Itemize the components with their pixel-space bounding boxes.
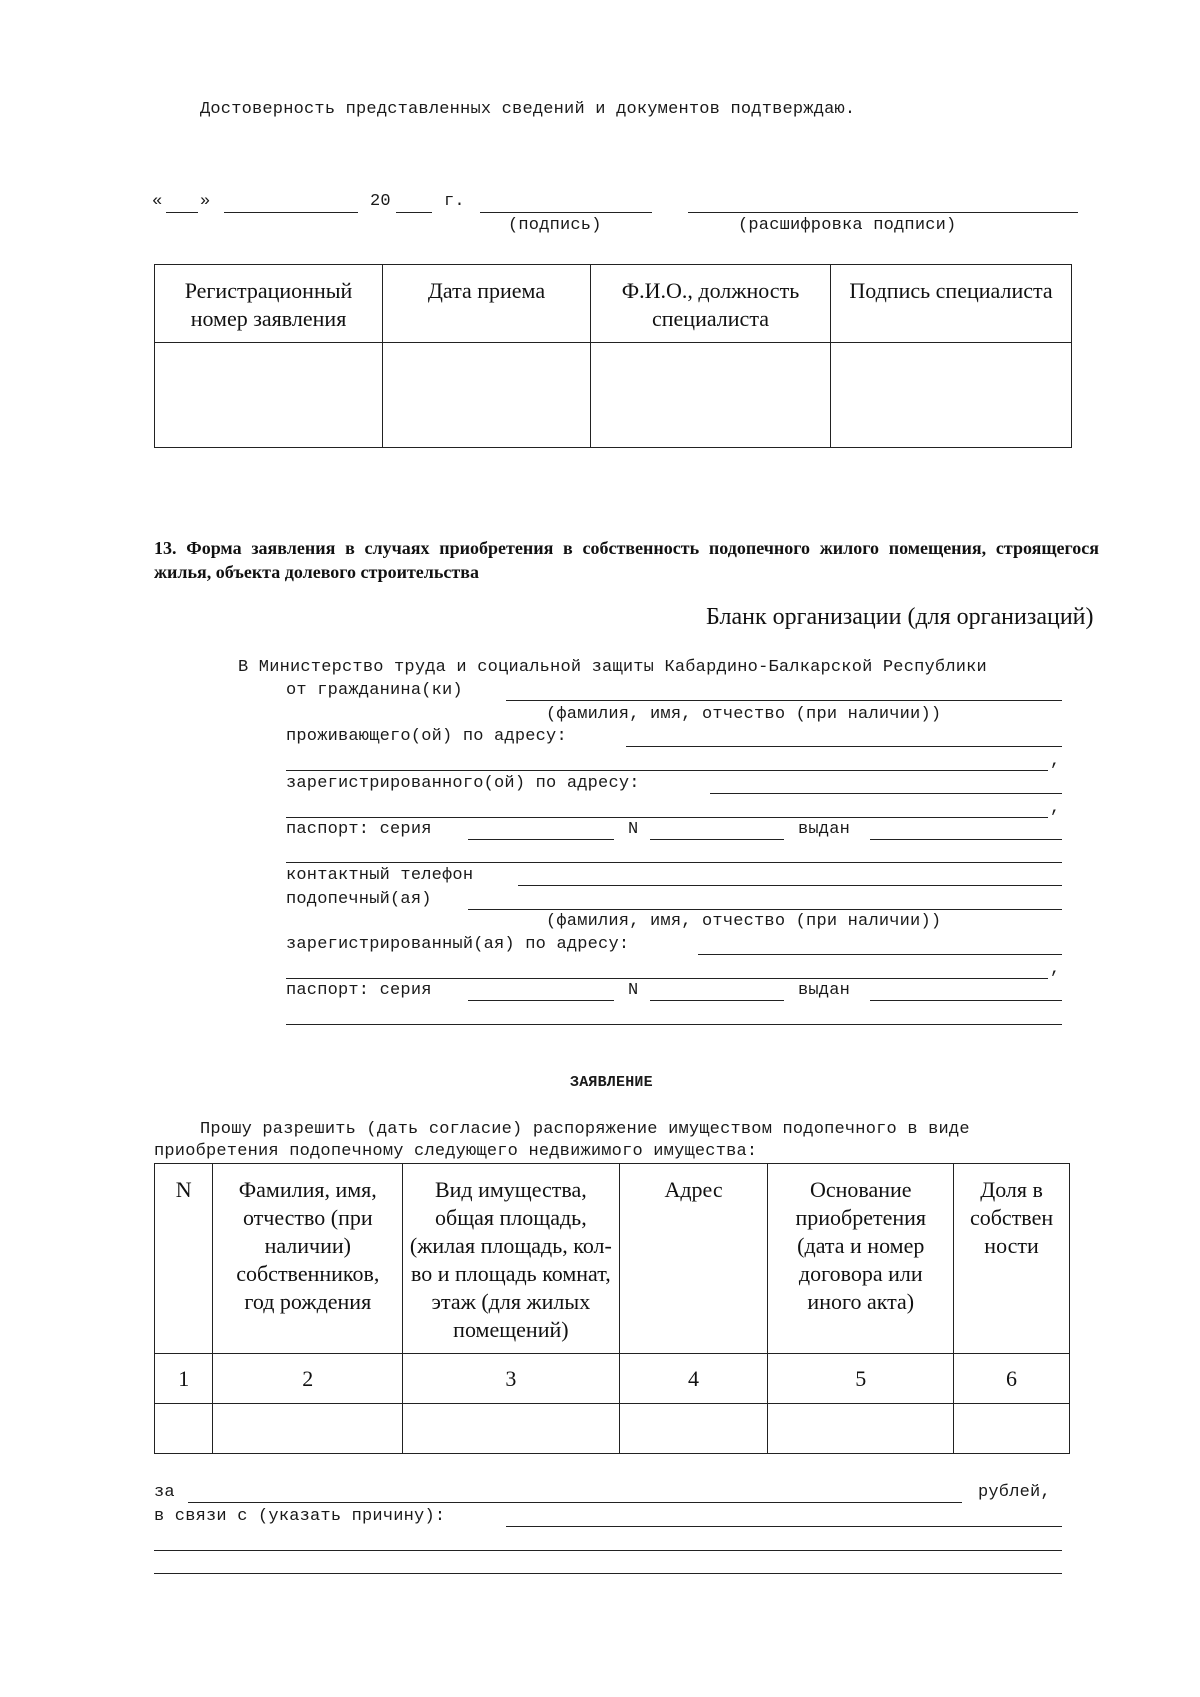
registered-address-field-2[interactable] — [286, 817, 1048, 818]
residing-address-field-2[interactable] — [286, 770, 1048, 771]
comma: , — [1050, 752, 1061, 771]
month-field[interactable] — [224, 212, 358, 213]
cell-specialist-name[interactable] — [591, 343, 831, 448]
year-prefix: 20 — [370, 192, 391, 211]
passport-label: паспорт: серия — [286, 820, 432, 839]
year-suffix: г. — [444, 192, 465, 211]
ward-passport-label: паспорт: серия — [286, 981, 432, 1000]
reason-label: в связи с (указать причину): — [154, 1507, 446, 1526]
column-number-2: 2 — [213, 1354, 403, 1404]
ward-fio-caption: (фамилия, имя, отчество (при наличии)) — [546, 912, 942, 931]
cell-property-type[interactable] — [403, 1404, 619, 1454]
registered-label: зарегистрированного(ой) по адресу: — [286, 774, 640, 793]
rubles-label: рублей, — [978, 1483, 1051, 1502]
header-specialist-name: Ф.И.О., должность специалиста — [591, 265, 831, 343]
statement-title: ЗАЯВЛЕНИЕ — [570, 1074, 653, 1091]
cell-reg-number[interactable] — [155, 343, 383, 448]
amount-field[interactable] — [188, 1502, 962, 1503]
ward-passport-issued-field-2[interactable] — [286, 1024, 1062, 1025]
comma: , — [1050, 799, 1061, 818]
org-blank-label: Бланк организации (для организаций) — [706, 604, 1094, 630]
column-number-3: 3 — [403, 1354, 619, 1404]
ward-label: подопечный(ая) — [286, 890, 432, 909]
signature-decode-caption: (расшифровка подписи) — [738, 216, 957, 235]
reason-field-1[interactable] — [506, 1526, 1062, 1527]
signature-field[interactable] — [480, 212, 652, 213]
header-reg-number: Регистрационный номер заявления — [155, 265, 383, 343]
column-number-6: 6 — [954, 1354, 1070, 1404]
ward-registered-address-field-2[interactable] — [286, 978, 1048, 979]
statement-body-line-2: приобретения подопечному следующего недвижимого имущества: — [154, 1142, 758, 1161]
column-number-1: 1 — [155, 1354, 213, 1404]
cell-owners[interactable] — [213, 1404, 403, 1454]
signature-caption: (подпись) — [508, 216, 602, 235]
ward-name-field[interactable] — [468, 909, 1062, 910]
confirmation-text: Достоверность представленных сведений и документов подтверждаю. — [200, 100, 856, 119]
passport-number-label: N — [628, 820, 639, 839]
fio-caption: (фамилия, имя, отчество (при наличии)) — [546, 705, 942, 724]
column-number-4: 4 — [619, 1354, 768, 1404]
column-number-5: 5 — [768, 1354, 954, 1404]
header-specialist-signature: Подпись специалиста — [831, 265, 1072, 343]
header-address: Адрес — [619, 1164, 768, 1354]
ward-passport-number-label: N — [628, 981, 639, 1000]
cell-address[interactable] — [619, 1404, 768, 1454]
applicant-name-field[interactable] — [506, 700, 1062, 701]
ward-passport-issued-field-1[interactable] — [870, 1000, 1062, 1001]
header-acquisition-basis: Основание приобретения (дата и номер договора или иного акта) — [768, 1164, 954, 1354]
for-label: за — [154, 1483, 175, 1502]
cell-acquisition-basis[interactable] — [768, 1404, 954, 1454]
header-owners: Фамилия, имя, отчество (при наличии) собственников, год рождения — [213, 1164, 403, 1354]
residing-label: проживающего(ой) по адресу: — [286, 727, 567, 746]
signature-decode-field[interactable] — [688, 212, 1078, 213]
phone-field[interactable] — [518, 885, 1062, 886]
reason-field-2[interactable] — [154, 1550, 1062, 1551]
passport-issued-field-1[interactable] — [870, 839, 1062, 840]
day-field[interactable] — [166, 212, 198, 213]
ward-registered-label: зарегистрированный(ая) по адресу: — [286, 935, 630, 954]
ward-passport-issued-label: выдан — [798, 981, 851, 1000]
phone-label: контактный телефон — [286, 866, 474, 885]
header-receipt-date: Дата приема — [383, 265, 591, 343]
from-label: от гражданина(ки) — [286, 681, 463, 700]
cell-specialist-signature[interactable] — [831, 343, 1072, 448]
addressee-to: В Министерство труда и социальной защиты Кабардино-Балкарской Республики — [238, 658, 987, 677]
cell-number[interactable] — [155, 1404, 213, 1454]
header-number: N — [155, 1164, 213, 1354]
passport-number-field[interactable] — [650, 839, 784, 840]
section-title: 13. Форма заявления в случаях приобретения в собственность подопечного жилого помещения, строящегося жилья, объекта долевого строительства — [154, 538, 1099, 582]
cell-receipt-date[interactable] — [383, 343, 591, 448]
residing-address-field-1[interactable] — [626, 746, 1062, 747]
reason-field-3[interactable] — [154, 1573, 1062, 1574]
year-field[interactable] — [396, 212, 432, 213]
header-property-type: Вид имущества, общая площадь, (жилая площадь, кол-во и площадь комнат, этаж (для жилых помещений) — [403, 1164, 619, 1354]
ward-passport-series-field[interactable] — [468, 1000, 614, 1001]
ward-registered-address-field-1[interactable] — [698, 954, 1062, 955]
passport-series-field[interactable] — [468, 839, 614, 840]
registration-table — [154, 264, 1072, 448]
date-open-quote: « — [152, 192, 163, 211]
comma: , — [1050, 960, 1061, 979]
passport-issued-field-2[interactable] — [286, 862, 1062, 863]
registered-address-field-1[interactable] — [710, 793, 1062, 794]
header-ownership-share: Доля в собствен ности — [954, 1164, 1070, 1354]
statement-body-line-1: Прошу разрешить (дать согласие) распоряжение имуществом подопечного в виде — [200, 1120, 970, 1139]
ward-passport-number-field[interactable] — [650, 1000, 784, 1001]
cell-ownership-share[interactable] — [954, 1404, 1070, 1454]
property-table — [154, 1163, 1070, 1454]
date-close-quote: » — [200, 192, 211, 211]
passport-issued-label: выдан — [798, 820, 851, 839]
